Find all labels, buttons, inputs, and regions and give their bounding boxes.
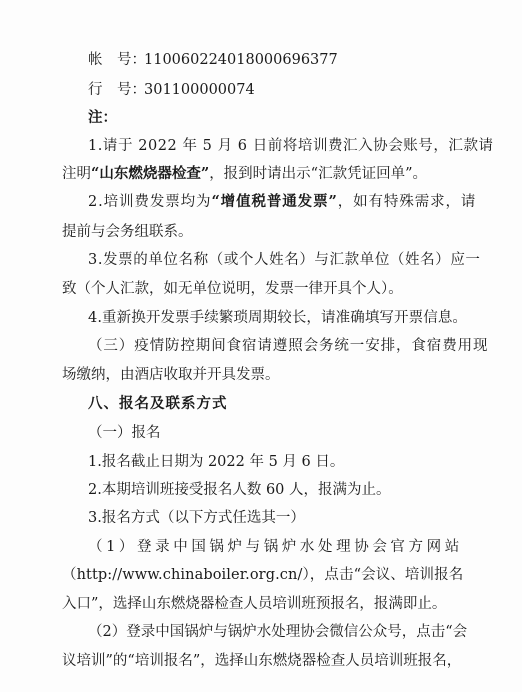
item-2: 2.本期培训班接受报名人数 60 人，报满为止。 xyxy=(88,482,391,498)
method-2-line-1: （2）登录中国锅炉与锅炉水处理协会微信公众号，点击“会 xyxy=(88,624,468,640)
item-1: 1.报名截止日期为 2022 年 5 月 6 日。 xyxy=(88,454,345,470)
item-3: 3.报名方式（以下方式任选其一） xyxy=(88,510,305,526)
para-3-line-1: （三）疫情防控期间食宿请遵照会务统一安排，食宿费用现 xyxy=(88,338,489,354)
subsection-1-heading: （一）报名 xyxy=(88,425,161,441)
note-1-text-a: 注明 xyxy=(62,166,91,182)
section-8-heading: 八、报名及联系方式 xyxy=(88,395,228,412)
note-2-line-2: 提前与会务组联系。 xyxy=(62,224,193,240)
bank-code-line xyxy=(88,80,255,100)
account-number-value: 110060224018000696377 xyxy=(144,52,338,68)
account-number-label: 帐 号： xyxy=(88,52,146,68)
note-heading: 注： xyxy=(88,109,117,126)
note-4-line-1: 4.重新换开发票手续繁琐周期较长，请准确填写开票信息。 xyxy=(88,310,468,326)
account-number-line xyxy=(88,50,338,70)
note-2-bold: “增值税普通发票” xyxy=(211,193,338,210)
note-3-line-2: 致（个人汇款，如无单位说明，发票一律开具个人）。 xyxy=(62,281,403,297)
bank-code-label: 行 号： xyxy=(88,82,146,98)
method-1-line-1: （1）登录中国锅炉与锅炉水处理协会官方网站 xyxy=(88,539,463,555)
note-2-text-a: 2.培训费发票均为 xyxy=(88,194,212,210)
bank-code-value: 301100000074 xyxy=(144,82,255,98)
note-2-text-b: ，如有特殊需求，请 xyxy=(337,194,477,210)
method-2-line-2: 议培训”的“培训报名”，选择山东燃烧器检查人员培训班报名， xyxy=(62,653,462,669)
method-1-line-2: （http://www.chinaboiler.org.cn/），点击“会议、培训报名 xyxy=(62,567,464,583)
note-1-line-1: 1.请于 2022 年 5 月 6 日前将培训费汇入协会账号，汇款请 xyxy=(88,138,494,154)
para-3-line-2: 场缴纳，由酒店收取并开具发票。 xyxy=(62,367,280,383)
note-3-line-1: 3.发票的单位名称（或个人姓名）与汇款单位（姓名）应一 xyxy=(88,252,481,268)
note-2-line-1 xyxy=(88,192,476,212)
note-1-bold: “山东燃烧器检查” xyxy=(91,165,210,182)
note-1-line-2 xyxy=(62,164,427,184)
note-1-text-b: ，报到时请出示“汇款凭证回单”。 xyxy=(209,166,428,182)
method-1-line-3: 入口”，选择山东燃烧器检查人员培训班预报名，报满即止。 xyxy=(62,596,447,612)
